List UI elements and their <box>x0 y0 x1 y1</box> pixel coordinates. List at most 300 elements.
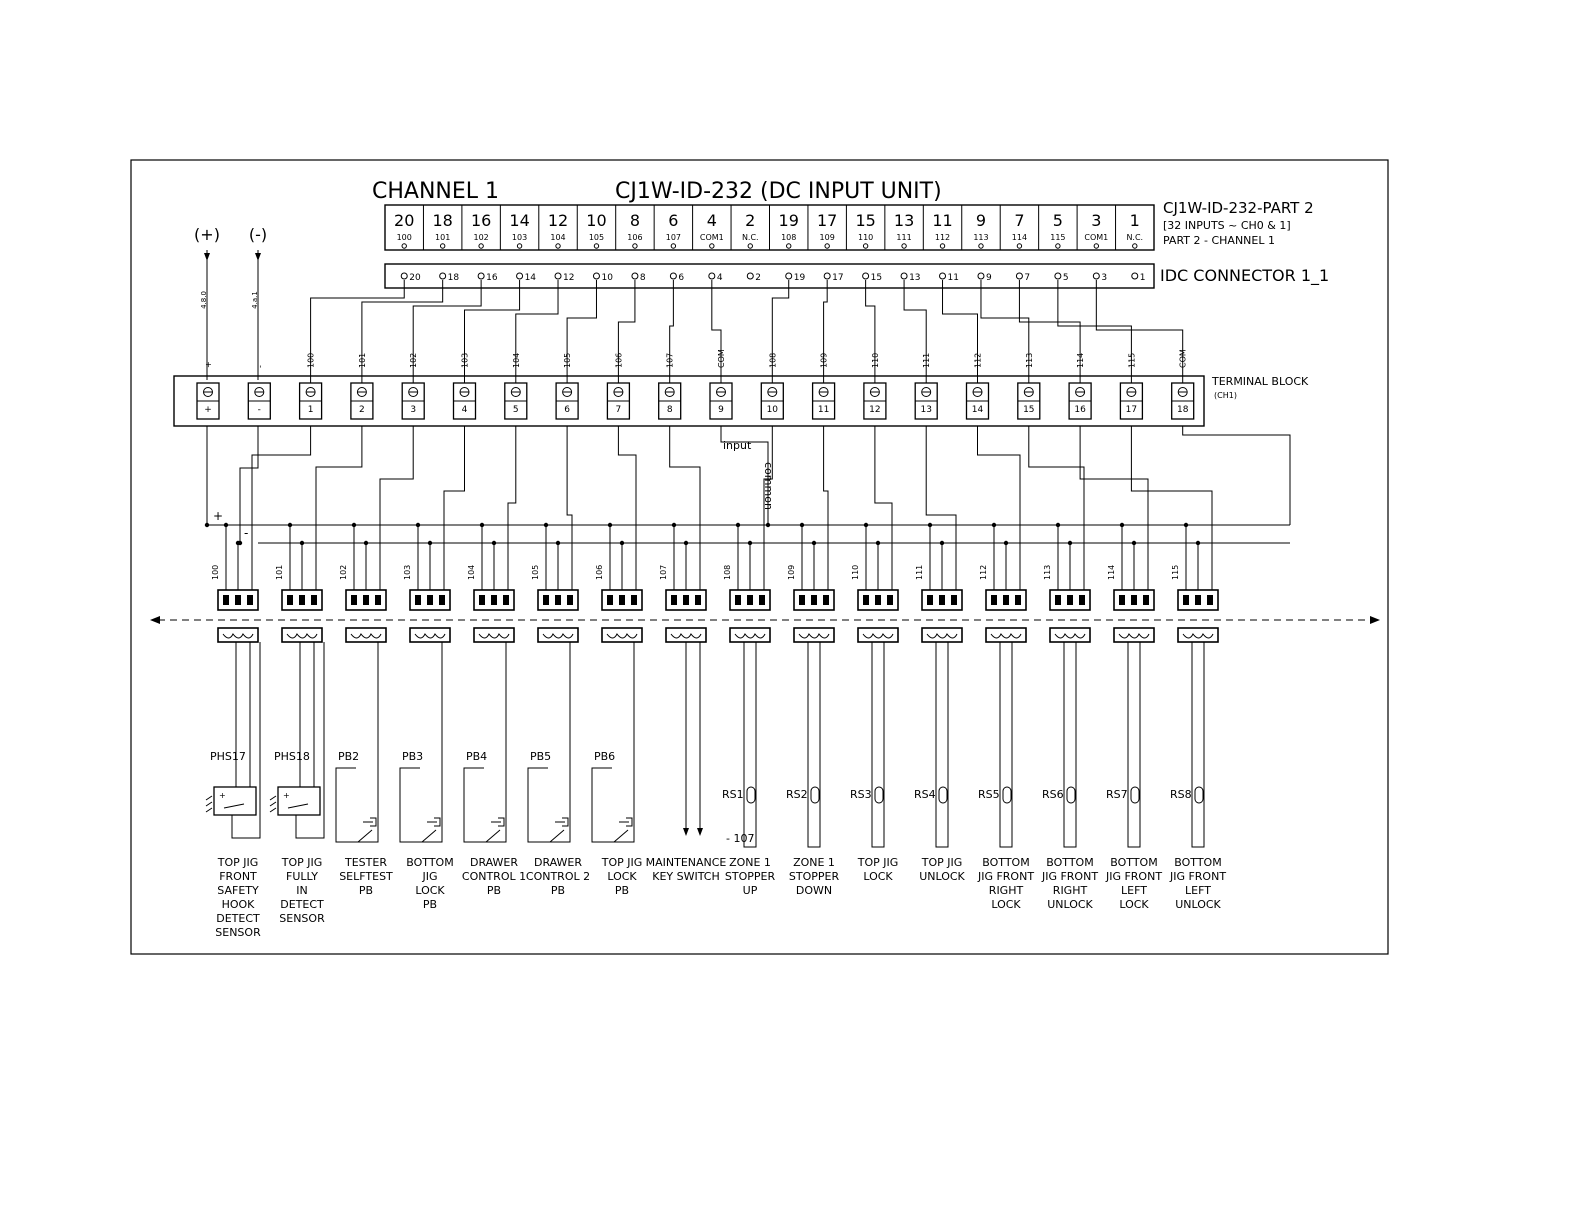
module-pin-number: 18 <box>432 211 453 230</box>
sensor-plus-mark: + <box>283 791 290 800</box>
idc-pin-number: 9 <box>985 273 992 283</box>
field-devices <box>206 523 1226 939</box>
connector-pin <box>223 595 229 605</box>
module-pin-address: 107 <box>665 233 682 242</box>
idc-pin <box>709 273 715 279</box>
terminal-number: 11 <box>817 405 830 415</box>
device-tag: RS3 <box>850 788 872 801</box>
reed-cable <box>1192 642 1204 847</box>
device-description <box>601 856 643 897</box>
pushbutton-icon <box>491 818 504 826</box>
description-line: BOTTOM <box>1046 856 1094 869</box>
com-return-wire <box>1183 426 1290 525</box>
device-description <box>279 856 325 925</box>
device-description <box>1105 856 1162 911</box>
key-wire-arrow <box>697 828 703 836</box>
device-description <box>646 856 727 883</box>
device-tag: RS5 <box>978 788 1000 801</box>
idc-to-terminal-wire <box>362 280 443 383</box>
terminal-wire-label: 115 <box>1127 352 1137 368</box>
part-subtitle-1: [32 INPUTS ~ CH0 & 1] <box>1163 219 1291 232</box>
module-pin-point <box>979 244 983 248</box>
module-pin-address: 115 <box>1050 233 1066 242</box>
idc-pin-number: 6 <box>678 273 685 283</box>
module-pin-number: 9 <box>975 211 987 230</box>
connector-pin <box>1207 595 1213 605</box>
terminal-wire-label: 114 <box>1076 352 1086 368</box>
device-101 <box>270 523 325 925</box>
terminal-wire-label: 102 <box>409 352 419 368</box>
idc-pin-number: 20 <box>409 273 421 283</box>
connector-pin <box>875 595 881 605</box>
connector-pin <box>887 595 893 605</box>
plus-tap-junction <box>992 523 996 527</box>
terminal-number: 6 <box>564 405 570 415</box>
connector-address: 101 <box>275 564 284 580</box>
terminal-wire-label: 110 <box>870 352 880 368</box>
connector-pin <box>439 595 445 605</box>
plus-tap-junction <box>1056 523 1060 527</box>
module-pin-point <box>1056 244 1060 248</box>
terminal-number: 5 <box>512 405 519 415</box>
description-line: RIGHT <box>1052 884 1088 897</box>
connector-pin <box>311 595 317 605</box>
module-pin-point <box>710 244 714 248</box>
idc-pin-number: 1 <box>1139 273 1146 283</box>
reed-switch-icon <box>811 787 819 803</box>
terminal-block <box>174 376 1204 426</box>
connector-pin <box>1055 595 1061 605</box>
input-wire-label: input <box>723 439 752 452</box>
connector-pin <box>671 595 677 605</box>
connector-address: 105 <box>531 564 540 580</box>
description-line: UP <box>742 884 758 897</box>
reed-switch-icon <box>1131 787 1139 803</box>
terminal-wire-label: 107 <box>665 352 675 368</box>
device-tag: RS4 <box>914 788 936 801</box>
device-description <box>919 856 965 883</box>
connector-pin <box>247 595 253 605</box>
connector-address: 114 <box>1107 564 1116 580</box>
connector-pin <box>1015 595 1021 605</box>
module-pin-point <box>863 244 867 248</box>
terminal-wire-label: 106 <box>614 352 624 368</box>
module-pin-address: 114 <box>1011 233 1028 242</box>
description-line: LOCK <box>607 870 637 883</box>
device-description <box>857 856 899 883</box>
signal-wire <box>618 426 636 590</box>
device-tag: PHS17 <box>210 750 246 763</box>
part-subtitle-2: PART 2 - CHANNEL 1 <box>1163 234 1275 247</box>
idc-pin <box>670 273 676 279</box>
module-pin-point <box>440 244 444 248</box>
plus-tap-junction <box>224 523 228 527</box>
module-pin-point <box>556 244 560 248</box>
plus-tap-junction <box>928 523 932 527</box>
module-pin-address: 109 <box>819 233 835 242</box>
module-pin-point <box>748 244 752 248</box>
plus-tap-junction <box>288 523 292 527</box>
module-pin-point <box>517 244 521 248</box>
device-tag: RS8 <box>1170 788 1192 801</box>
idc-pin <box>901 273 907 279</box>
reed-cable <box>1128 642 1140 847</box>
idc-pin <box>440 273 446 279</box>
device-104 <box>462 523 526 897</box>
pb-contact <box>550 830 564 842</box>
idc-pin-number: 7 <box>1024 273 1031 283</box>
terminal-number: - <box>257 405 261 415</box>
module-pin-point <box>594 244 598 248</box>
description-line: PB <box>614 884 630 897</box>
minus-tap-junction <box>1068 541 1072 545</box>
minus-tap-junction <box>428 541 432 545</box>
idc-pin <box>401 273 407 279</box>
idc-pin-number: 12 <box>563 273 575 283</box>
idc-pin <box>555 273 561 279</box>
device-description <box>526 856 590 897</box>
connector-pin <box>299 595 305 605</box>
idc-pin <box>786 273 792 279</box>
minus-tap-junction <box>492 541 496 545</box>
idc-connector <box>385 264 1154 288</box>
module-pin-address: COM1 <box>1084 233 1109 242</box>
module-pin-address: 108 <box>781 233 797 242</box>
terminal-wire-label: 103 <box>460 352 470 368</box>
description-line: CONTROL 2 <box>525 870 591 883</box>
description-line: JIG FRONT <box>1169 870 1227 883</box>
description-line: DRAWER <box>469 856 519 869</box>
idc-to-terminal-wire <box>1096 280 1182 383</box>
description-line: LOCK <box>863 870 893 883</box>
device-description <box>339 856 393 897</box>
connector-pin <box>363 595 369 605</box>
idc-pin <box>1016 273 1022 279</box>
plus-bus-sign: + <box>213 509 224 523</box>
module-pin-address: 113 <box>973 233 989 242</box>
light-arrows-icon <box>270 796 276 812</box>
module-pin-address: N.C. <box>741 233 759 242</box>
description-line: PB <box>486 884 502 897</box>
idc-to-terminal-wire <box>516 280 558 383</box>
connector-pin <box>543 595 549 605</box>
description-line: TOP JIG <box>281 856 323 869</box>
channel-title: CHANNEL 1 <box>372 179 500 204</box>
device-110 <box>850 523 898 883</box>
description-line: ZONE 1 <box>729 856 771 869</box>
module-pin-address: 106 <box>627 233 643 242</box>
connector-pin <box>235 595 241 605</box>
description-line: STOPPER <box>788 870 840 883</box>
device-tag: PB2 <box>338 750 360 763</box>
module-pin-address: 102 <box>473 233 489 242</box>
signal-wire <box>444 426 465 590</box>
connector-pin <box>1003 595 1009 605</box>
minus-tap-junction <box>300 541 304 545</box>
device-111 <box>914 523 966 883</box>
module-pin-address: COM1 <box>699 233 724 242</box>
idc-to-terminal-wire <box>413 280 481 383</box>
terminal-number: 8 <box>666 405 673 415</box>
device-100 <box>206 523 261 939</box>
idc-pin <box>593 273 599 279</box>
module-pin-number: 3 <box>1091 211 1102 230</box>
device-105 <box>526 523 590 897</box>
module-pin-number: 17 <box>816 211 838 230</box>
module-pin-number: 1 <box>1129 211 1140 230</box>
module-pin-address: 103 <box>511 233 528 242</box>
terminal-wire-label: 113 <box>1024 352 1034 368</box>
idc-pin-number: 3 <box>1101 273 1108 283</box>
idc-pin-number: 18 <box>447 273 460 283</box>
description-line: FULLY <box>286 870 318 883</box>
description-line: DOWN <box>795 884 833 897</box>
terminal-number: 12 <box>869 405 881 415</box>
plus-tap-junction <box>608 523 612 527</box>
connector-pin <box>503 595 509 605</box>
description-line: UNLOCK <box>919 870 965 883</box>
module-pin-number: 4 <box>706 211 717 230</box>
description-line: LOCK <box>1119 898 1149 911</box>
minus-tap-junction <box>876 541 880 545</box>
description-line: LEFT <box>1121 884 1147 897</box>
description-line: FRONT <box>219 870 257 883</box>
plus-tap-junction <box>1120 523 1124 527</box>
idc-pin-number: 10 <box>601 273 613 283</box>
common-wire-label: common <box>762 462 775 510</box>
description-line: PB <box>422 898 438 911</box>
terminal-number: 3 <box>410 405 417 415</box>
connector-address: 108 <box>723 564 732 580</box>
signal-wire <box>567 426 572 590</box>
pushbutton-icon <box>555 818 568 826</box>
connector-pin <box>491 595 497 605</box>
plus-tap-junction <box>864 523 868 527</box>
description-line: IN <box>296 884 308 897</box>
description-line: LEFT <box>1185 884 1211 897</box>
light-arrows-icon <box>206 796 212 812</box>
idc-to-terminal-wire <box>981 280 1029 383</box>
idc-pin-number: 19 <box>793 273 806 283</box>
module-pin-point <box>902 244 906 248</box>
device-102 <box>336 523 393 897</box>
idc-pin-number: 5 <box>1062 273 1069 283</box>
terminal-number: 17 <box>1125 405 1138 415</box>
signal-wire <box>824 426 828 590</box>
idc-pin <box>1132 273 1138 279</box>
idc-pin-number: 4 <box>716 273 723 283</box>
description-line: BOTTOM <box>1174 856 1222 869</box>
device-description <box>406 856 453 911</box>
device-description <box>1041 856 1098 911</box>
module-pin-number: 5 <box>1052 211 1063 230</box>
connector-pin <box>695 595 701 605</box>
connector-pin <box>863 595 869 605</box>
module-pin-number: 14 <box>509 211 530 230</box>
idc-pin <box>1093 273 1099 279</box>
description-line: KEY SWITCH <box>652 870 720 883</box>
terminal-number: 15 <box>1023 405 1035 415</box>
reed-cable <box>744 642 756 847</box>
reed-cable <box>1064 642 1076 847</box>
device-106 <box>592 523 642 897</box>
description-line: RIGHT <box>988 884 1024 897</box>
connector-address: 111 <box>915 564 924 580</box>
idc-pin <box>940 273 946 279</box>
minus-tap-junction <box>620 541 624 545</box>
description-line: HOOK <box>221 898 255 911</box>
plus-tap-junction <box>352 523 356 527</box>
terminal-number: 13 <box>920 405 932 415</box>
terminal-wire-label: COM <box>1178 349 1188 368</box>
device-tag: RS7 <box>1106 788 1128 801</box>
pushbutton-icon <box>363 818 376 826</box>
description-line: PB <box>358 884 374 897</box>
terminal-wire-label: 105 <box>563 352 573 368</box>
connector-pin <box>927 595 933 605</box>
module-pin-address: 100 <box>396 233 412 242</box>
idc-connector-label: IDC CONNECTOR 1_1 <box>1160 266 1330 285</box>
device-107 <box>646 523 727 883</box>
module-pin-point <box>671 244 675 248</box>
part-title: CJ1W-ID-232-PART 2 <box>1163 199 1314 217</box>
reed-cable <box>808 642 820 847</box>
description-line: JIG <box>422 870 438 883</box>
description-line: TESTER <box>345 856 387 869</box>
connector-pin <box>351 595 357 605</box>
description-line: SAFETY <box>217 884 259 897</box>
connector-pin <box>811 595 817 605</box>
pb-contact <box>358 830 372 842</box>
connector-pin <box>951 595 957 605</box>
connector-pin <box>939 595 945 605</box>
connector-pin <box>823 595 829 605</box>
terminal-number: 7 <box>615 405 622 415</box>
idc-pin <box>863 273 869 279</box>
terminal-wire-label: 112 <box>973 352 983 368</box>
key-switch-wire-ref: - 107 <box>726 832 755 845</box>
terminal-wire-label: COM <box>717 349 726 368</box>
description-line: PB <box>550 884 566 897</box>
connector-pin <box>607 595 613 605</box>
idc-pin-number: 11 <box>947 273 959 283</box>
pushbutton-icon <box>619 818 632 826</box>
reed-switch-icon <box>875 787 883 803</box>
description-line: TOP JIG <box>601 856 643 869</box>
module-pin-point <box>402 244 406 248</box>
device-tag: RS1 <box>722 788 744 801</box>
idc-pin-number: 2 <box>755 273 762 283</box>
power-plus-label: (+) <box>194 225 220 244</box>
description-line: SENSOR <box>279 912 325 925</box>
device-description <box>977 856 1034 911</box>
connector-pin <box>799 595 805 605</box>
connector-pin <box>415 595 421 605</box>
unit-title: CJ1W-ID-232 (DC INPUT UNIT) <box>615 179 942 204</box>
connector-address: 100 <box>211 564 220 580</box>
connector-address: 102 <box>339 564 348 580</box>
power-minus-ref: 4.a.1 <box>251 291 259 309</box>
signal-wire <box>926 426 956 590</box>
plus-tap-junction <box>672 523 676 527</box>
terminal-number: + <box>204 405 212 415</box>
minus-tap-junction <box>812 541 816 545</box>
device-tag: PB4 <box>466 750 488 763</box>
signal-wire <box>875 426 892 590</box>
device-114 <box>1105 523 1162 911</box>
module-pin-address: 101 <box>435 233 451 242</box>
module-pin-number: 7 <box>1014 211 1025 230</box>
module-pin-number: 13 <box>893 211 915 230</box>
idc-pin-number: 15 <box>870 273 883 283</box>
plus-tap-junction <box>1184 523 1188 527</box>
power-feed-arrow <box>204 253 210 261</box>
device-113 <box>1041 523 1098 911</box>
connector-address: 104 <box>467 564 476 580</box>
reed-switch-icon <box>939 787 947 803</box>
minus-tap-junction <box>1004 541 1008 545</box>
reed-switch-icon <box>1067 787 1075 803</box>
module-pin-address: 111 <box>896 233 912 242</box>
connector-address: 112 <box>979 564 988 580</box>
idc-pin <box>824 273 830 279</box>
terminal-number: 16 <box>1074 405 1086 415</box>
connector-pin <box>759 595 765 605</box>
common-junction <box>766 523 770 527</box>
terminal-number: 10 <box>766 405 779 415</box>
terminal-block-label: TERMINAL BLOCK <box>1212 375 1309 388</box>
description-line: BOTTOM <box>982 856 1030 869</box>
connector-pin <box>287 595 293 605</box>
description-line: UNLOCK <box>1175 898 1221 911</box>
minus-tap-junction <box>236 541 240 545</box>
description-line: JIG FRONT <box>1105 870 1163 883</box>
description-line: TOP JIG <box>921 856 963 869</box>
idc-pin <box>978 273 984 279</box>
module-pin-address: 112 <box>934 233 951 242</box>
module-pin-point <box>787 244 791 248</box>
terminal-wire-label: 104 <box>511 352 521 368</box>
power-plus-ref: 4.8.0 <box>200 291 208 309</box>
description-line: JIG FRONT <box>977 870 1035 883</box>
plus-bus-junction <box>205 523 209 527</box>
device-109 <box>786 523 839 897</box>
terminal-block-sublabel: (CH1) <box>1214 391 1237 400</box>
terminal-wire-label: + <box>204 361 213 368</box>
minus-tap-junction <box>556 541 560 545</box>
connector-pin <box>427 595 433 605</box>
idc-pin-number: 13 <box>909 273 921 283</box>
connector-pin <box>619 595 625 605</box>
connector-pin <box>747 595 753 605</box>
device-tag: RS6 <box>1042 788 1064 801</box>
key-wire-arrow <box>683 828 689 836</box>
minus-tap-junction <box>1132 541 1136 545</box>
idc-pin <box>747 273 753 279</box>
pb-wire <box>528 642 570 842</box>
minus-tap-junction <box>748 541 752 545</box>
terminal-wire-label: 100 <box>306 352 316 368</box>
connector-pin <box>1119 595 1125 605</box>
connector-address: 115 <box>1171 564 1180 580</box>
connector-address: 107 <box>659 564 668 580</box>
module-pin-point <box>1017 244 1021 248</box>
minus-tap-junction <box>364 541 368 545</box>
module-pin-point <box>479 244 483 248</box>
plus-tap-junction <box>736 523 740 527</box>
module-pin-number: 2 <box>745 211 756 230</box>
connector-address: 113 <box>1043 564 1052 580</box>
